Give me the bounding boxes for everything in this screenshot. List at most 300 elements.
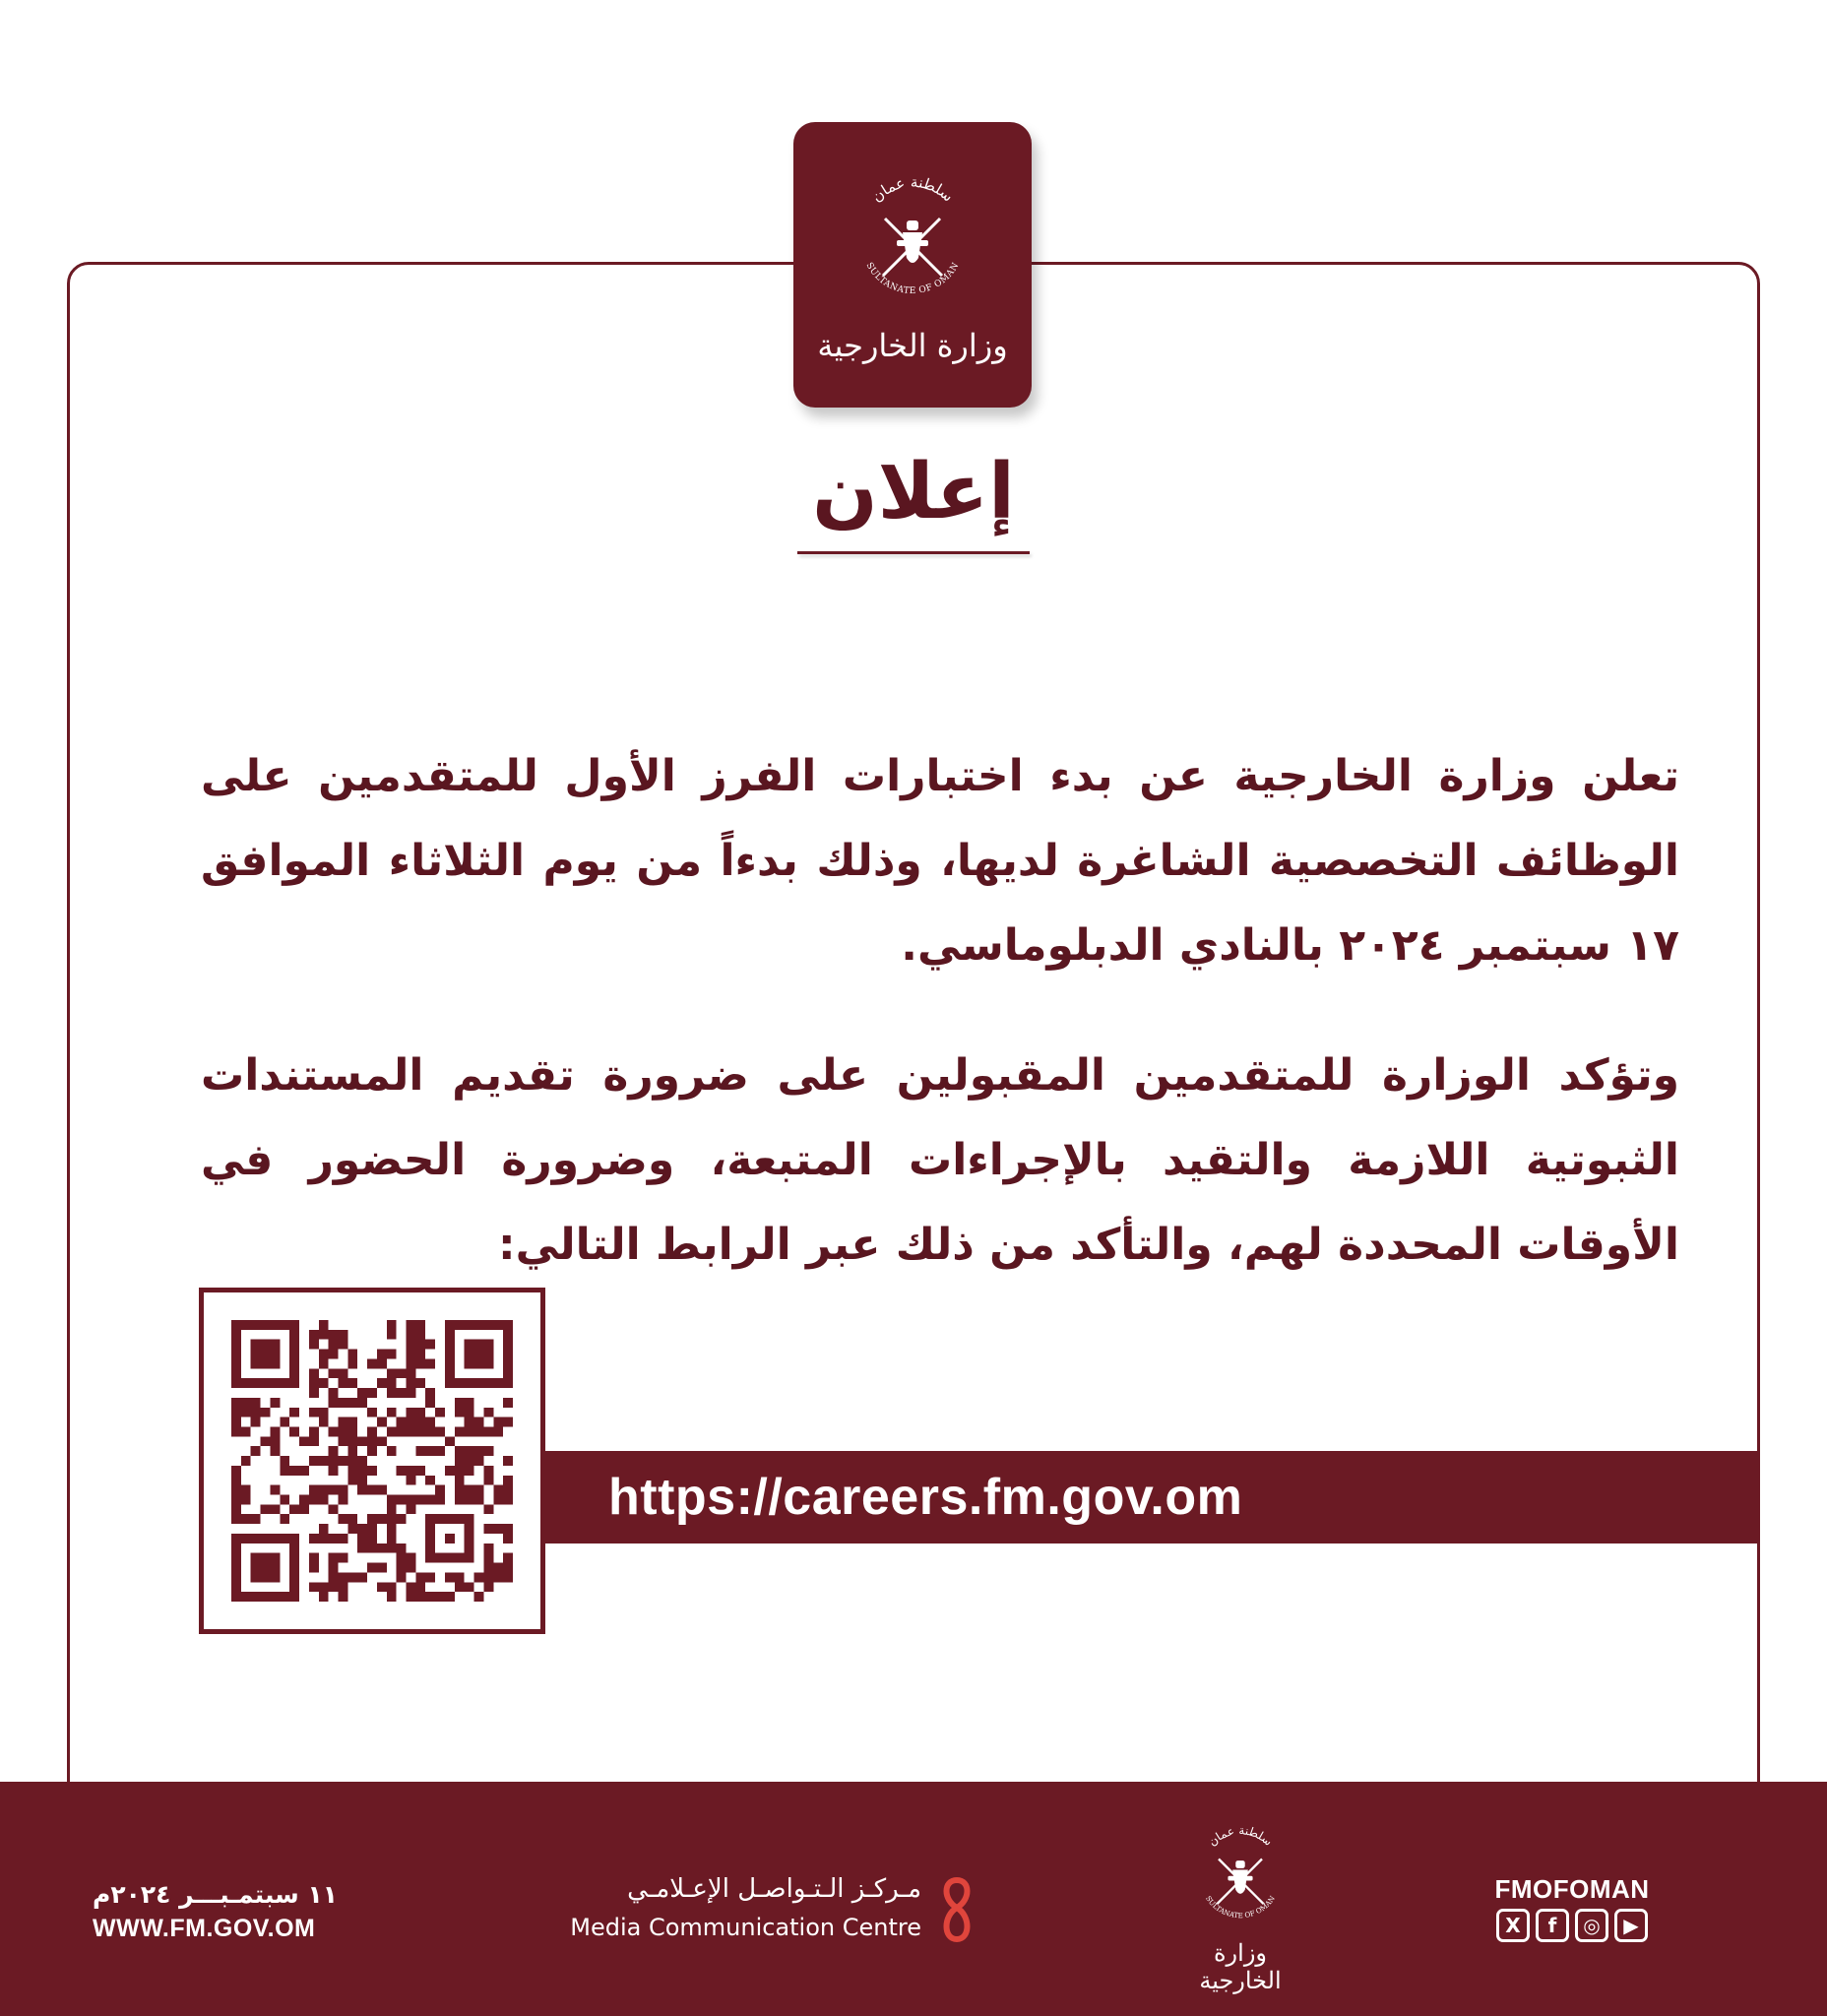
qr-module (465, 1582, 474, 1592)
qr-module (435, 1495, 445, 1505)
qr-module (329, 1485, 339, 1495)
x-icon[interactable]: X (1496, 1909, 1530, 1942)
qr-module (387, 1524, 397, 1534)
qr-module (503, 1563, 513, 1573)
qr-module (397, 1572, 407, 1582)
qr-module (251, 1418, 261, 1427)
qr-module (251, 1340, 281, 1369)
qr-module (231, 1592, 299, 1602)
qr-module (465, 1495, 474, 1505)
qr-module (347, 1350, 357, 1359)
qr-module (270, 1504, 280, 1514)
announcement-paragraph-2: وتؤكد الوزارة للمتقدمين المقبولين على ضرورة تقديم المستندات الثبوتية اللازمة والتقيد بالإجراءات المتبعة، وضرورة الحضور في الأوقات المحددة لهم، والتأكد من ذلك عبر الرابط التالي: (201, 1050, 1679, 1270)
qr-module (309, 1582, 319, 1592)
qr-module (425, 1592, 435, 1602)
qr-module (465, 1426, 474, 1436)
qr-module (415, 1350, 425, 1359)
qr-module (387, 1408, 397, 1418)
ministry-name: وزارة الخارجية (817, 327, 1008, 364)
qr-module (483, 1476, 493, 1485)
qr-module (329, 1350, 339, 1359)
qr-module (241, 1456, 251, 1466)
qr-module (338, 1378, 347, 1388)
emblem-top-text: سلطنة عمان (867, 172, 958, 206)
qr-module (425, 1418, 435, 1427)
qr-module (407, 1368, 416, 1378)
qr-module (435, 1592, 445, 1602)
qr-module (483, 1553, 493, 1563)
qr-module (289, 1466, 299, 1476)
svg-text:SULTANATE OF OMAN (863, 261, 961, 296)
qr-module (407, 1358, 416, 1368)
qr-module (503, 1476, 513, 1485)
qr-module (251, 1408, 261, 1418)
qr-module (347, 1476, 357, 1485)
qr-module (367, 1446, 377, 1456)
qr-module (338, 1456, 347, 1466)
qr-module (493, 1524, 503, 1534)
qr-module (387, 1426, 397, 1436)
youtube-icon[interactable]: ▶ (1614, 1909, 1648, 1942)
qr-module (435, 1485, 445, 1495)
qr-module (503, 1485, 513, 1495)
qr-module (329, 1446, 339, 1456)
careers-link-bar[interactable] (541, 1451, 1760, 1544)
qr-module (387, 1582, 397, 1592)
qr-module (387, 1504, 397, 1514)
qr-module (299, 1504, 309, 1514)
qr-module (474, 1446, 484, 1456)
qr-module (309, 1340, 319, 1350)
qr-module (309, 1330, 319, 1340)
publish-date: ١١ سبتمـبـــر ٢٠٢٤م (93, 1880, 339, 1909)
qr-module (445, 1466, 455, 1476)
qr-code[interactable] (199, 1288, 545, 1634)
qr-module (347, 1398, 357, 1408)
qr-module (270, 1485, 280, 1495)
qr-module (483, 1572, 493, 1582)
qr-module (251, 1514, 261, 1524)
qr-module (387, 1534, 397, 1544)
qr-module (397, 1368, 407, 1378)
qr-module (407, 1582, 416, 1592)
qr-module (407, 1504, 416, 1514)
qr-module (455, 1398, 465, 1408)
qr-module (503, 1418, 513, 1427)
qr-module (387, 1388, 397, 1398)
qr-module (231, 1534, 241, 1602)
qr-module (329, 1340, 339, 1350)
qr-module (407, 1320, 416, 1330)
qr-module (347, 1524, 357, 1534)
qr-module (425, 1398, 435, 1408)
qr-module (415, 1446, 425, 1456)
qr-module (415, 1426, 425, 1436)
qr-module (231, 1426, 241, 1436)
qr-module (231, 1418, 241, 1427)
qr-module (329, 1426, 339, 1436)
qr-module (415, 1582, 425, 1592)
qr-module (347, 1426, 357, 1436)
qr-module (483, 1466, 493, 1476)
qr-module (445, 1378, 513, 1388)
qr-module (357, 1534, 367, 1544)
qr-module (407, 1378, 416, 1388)
qr-module (445, 1572, 455, 1582)
qr-module (241, 1485, 251, 1495)
qr-module (299, 1466, 309, 1476)
facebook-icon[interactable]: f (1536, 1909, 1569, 1942)
oman-emblem-icon (1186, 1817, 1294, 1933)
qr-code-icon (231, 1320, 513, 1602)
qr-module (483, 1408, 493, 1418)
qr-module (347, 1446, 357, 1456)
qr-module (455, 1466, 465, 1476)
careers-link[interactable]: https://careers.fm.gov.om (608, 1469, 1243, 1526)
qr-module (425, 1426, 435, 1436)
qr-module (270, 1446, 280, 1456)
qr-module (309, 1368, 319, 1378)
qr-module (280, 1418, 289, 1427)
qr-module (357, 1524, 367, 1534)
qr-module (445, 1320, 455, 1388)
qr-module (425, 1476, 435, 1485)
qr-module (338, 1534, 347, 1544)
qr-module (338, 1495, 347, 1505)
qr-module (465, 1418, 474, 1427)
qr-module (319, 1350, 329, 1359)
qr-module (435, 1446, 445, 1456)
ministry-logo-badge (793, 122, 1032, 408)
svg-text:سلطنة عمان (868, 173, 957, 206)
qr-module (367, 1514, 377, 1524)
qr-module (407, 1418, 416, 1427)
qr-module (415, 1408, 425, 1418)
qr-module (299, 1495, 309, 1505)
qr-module (474, 1592, 484, 1602)
qr-module (415, 1495, 425, 1505)
qr-module (367, 1426, 377, 1436)
qr-module (407, 1350, 416, 1359)
qr-module (231, 1320, 299, 1330)
qr-module (367, 1524, 377, 1534)
qr-module (483, 1582, 493, 1592)
qr-module (503, 1495, 513, 1505)
qr-module (483, 1524, 493, 1534)
qr-module (493, 1426, 503, 1436)
qr-module (347, 1572, 357, 1582)
qr-module (329, 1388, 339, 1398)
qr-module (367, 1544, 377, 1553)
qr-module (367, 1563, 377, 1573)
qr-module (241, 1514, 251, 1524)
qr-module (377, 1378, 387, 1388)
qr-module (280, 1456, 289, 1466)
qr-module (357, 1398, 367, 1408)
qr-module (445, 1436, 455, 1446)
qr-module (367, 1358, 377, 1368)
qr-module (455, 1582, 465, 1592)
qr-module (407, 1466, 416, 1476)
qr-module (289, 1534, 299, 1602)
qr-module (415, 1418, 425, 1427)
qr-module (493, 1418, 503, 1427)
qr-module (347, 1466, 357, 1476)
qr-module (357, 1456, 367, 1466)
qr-module (377, 1350, 387, 1359)
qr-module (319, 1582, 329, 1592)
qr-module (329, 1582, 339, 1592)
qr-module (415, 1358, 425, 1368)
qr-module (465, 1485, 474, 1495)
qr-module (387, 1378, 397, 1388)
qr-module (319, 1495, 329, 1505)
qr-module (338, 1418, 347, 1427)
qr-module (397, 1553, 407, 1563)
qr-module (397, 1418, 407, 1427)
footer (0, 1782, 1827, 2016)
qr-module (397, 1563, 407, 1573)
qr-module (425, 1495, 435, 1505)
qr-module (407, 1553, 416, 1563)
qr-module (474, 1426, 484, 1436)
media-centre-name-en: Media Communication Centre (570, 1914, 921, 1941)
qr-module (483, 1563, 493, 1573)
qr-module (465, 1446, 474, 1456)
qr-module (377, 1544, 387, 1553)
qr-module (319, 1378, 329, 1388)
qr-module (455, 1408, 465, 1418)
qr-module (377, 1514, 387, 1524)
qr-module (329, 1330, 339, 1340)
qr-module (493, 1563, 503, 1573)
qr-module (357, 1388, 367, 1398)
qr-module (270, 1426, 280, 1436)
qr-module (319, 1408, 329, 1418)
qr-module (474, 1495, 484, 1505)
qr-module (309, 1426, 319, 1436)
qr-module (387, 1350, 397, 1359)
qr-module (483, 1426, 493, 1436)
qr-module (261, 1408, 271, 1418)
qr-module (251, 1398, 261, 1408)
qr-module (289, 1408, 299, 1418)
qr-module (309, 1408, 319, 1418)
qr-module (338, 1582, 347, 1592)
qr-module (329, 1504, 339, 1514)
qr-module (425, 1514, 435, 1562)
qr-module (407, 1388, 416, 1398)
qr-module (493, 1485, 503, 1495)
qr-module (415, 1466, 425, 1476)
qr-module (445, 1534, 455, 1544)
qr-module (503, 1524, 513, 1534)
qr-module (329, 1534, 339, 1544)
qr-module (338, 1426, 347, 1436)
qr-module (367, 1466, 377, 1476)
instagram-icon[interactable]: ◎ (1575, 1909, 1608, 1942)
qr-module (415, 1378, 425, 1388)
qr-module (309, 1388, 319, 1398)
qr-module (289, 1426, 299, 1436)
qr-module (415, 1330, 425, 1340)
qr-module (309, 1485, 319, 1495)
social-handle[interactable]: FMOFOMAN (1494, 1874, 1650, 1904)
qr-module (309, 1495, 319, 1505)
qr-module (347, 1514, 357, 1524)
qr-module (474, 1418, 484, 1427)
footer-emblem-top-text: سلطنة عمان (1205, 1823, 1276, 1849)
page-title: إعلان (812, 448, 1015, 536)
website-link[interactable]: WWW.FM.GOV.OM (93, 1915, 316, 1942)
qr-module (329, 1553, 339, 1563)
qr-module (338, 1340, 347, 1350)
qr-module (503, 1553, 513, 1563)
qr-module (367, 1388, 377, 1398)
qr-module (387, 1320, 397, 1330)
qr-module (465, 1466, 474, 1476)
qr-module (465, 1408, 474, 1418)
qr-module (319, 1320, 329, 1330)
qr-module (387, 1592, 397, 1602)
qr-module (338, 1592, 347, 1602)
qr-module (231, 1378, 299, 1388)
qr-module (387, 1544, 397, 1553)
qr-module (407, 1592, 416, 1602)
qr-module (425, 1340, 435, 1350)
qr-module (309, 1553, 319, 1563)
qr-module (425, 1572, 435, 1582)
qr-module (415, 1320, 425, 1330)
qr-module (347, 1456, 357, 1466)
qr-module (377, 1436, 387, 1446)
date-and-website (93, 1880, 348, 1943)
qr-module (357, 1572, 367, 1582)
qr-module (357, 1466, 367, 1476)
media-centre-name-ar: مـركـز الـتـواصـل الإعـلامـي (627, 1874, 921, 1904)
qr-module (397, 1466, 407, 1476)
qr-module (338, 1436, 347, 1446)
qr-module (425, 1446, 435, 1456)
qr-module (407, 1330, 416, 1340)
qr-module (435, 1426, 445, 1436)
qr-module (280, 1514, 289, 1524)
qr-module (261, 1504, 271, 1514)
svg-text:سلطنة عمان (1206, 1823, 1276, 1849)
qr-module (319, 1592, 329, 1602)
qr-module (270, 1398, 280, 1408)
qr-module (329, 1398, 339, 1408)
qr-module (415, 1340, 425, 1350)
qr-module (377, 1563, 387, 1573)
qr-module (319, 1485, 329, 1495)
qr-module (347, 1436, 357, 1446)
qr-module (309, 1534, 319, 1544)
qr-module (367, 1408, 377, 1418)
qr-module (407, 1563, 416, 1573)
qr-module (309, 1436, 319, 1446)
qr-module (231, 1495, 241, 1505)
qr-module (338, 1330, 347, 1340)
qr-module (367, 1534, 377, 1544)
qr-module (299, 1436, 309, 1446)
qr-module (309, 1378, 319, 1388)
qr-module (503, 1320, 513, 1388)
qr-module (347, 1378, 357, 1388)
qr-module (329, 1456, 339, 1466)
qr-module (407, 1408, 416, 1418)
qr-module (357, 1544, 367, 1553)
qr-module (241, 1408, 251, 1418)
qr-module (387, 1514, 397, 1524)
qr-module (397, 1495, 407, 1505)
qr-module (338, 1514, 347, 1524)
qr-module (465, 1398, 474, 1408)
qr-module (415, 1592, 425, 1602)
oman-emblem-icon (844, 165, 981, 313)
qr-module (397, 1514, 407, 1524)
qr-module (261, 1436, 271, 1446)
qr-module (319, 1534, 329, 1544)
qr-module (455, 1476, 465, 1485)
footer-emblem-ring-text: SULTANATE OF OMAN (1204, 1894, 1277, 1921)
qr-module (377, 1485, 387, 1495)
qr-module (465, 1456, 474, 1466)
qr-module (474, 1572, 484, 1582)
qr-module (397, 1426, 407, 1436)
qr-module (455, 1495, 465, 1505)
qr-module (377, 1358, 387, 1368)
qr-module (231, 1320, 241, 1388)
qr-module (455, 1446, 465, 1456)
qr-module (397, 1544, 407, 1553)
qr-module (338, 1572, 347, 1582)
qr-module (357, 1476, 367, 1485)
qr-module (483, 1544, 493, 1553)
qr-module (241, 1495, 251, 1505)
qr-module (407, 1495, 416, 1505)
qr-module (319, 1456, 329, 1466)
social-links (1488, 1874, 1656, 1942)
qr-module (338, 1368, 347, 1378)
qr-module (465, 1514, 474, 1562)
qr-module (425, 1388, 435, 1398)
qr-module (455, 1485, 465, 1495)
qr-module (387, 1330, 397, 1340)
qr-module (503, 1398, 513, 1408)
qr-module (251, 1553, 281, 1583)
qr-module (474, 1456, 484, 1466)
qr-module (397, 1388, 407, 1398)
qr-module (231, 1476, 241, 1485)
qr-module (231, 1504, 241, 1514)
qr-module (483, 1446, 493, 1456)
qr-module (387, 1495, 397, 1505)
qr-module (425, 1358, 435, 1368)
qr-module (270, 1436, 280, 1446)
qr-module (280, 1466, 289, 1476)
qr-module (474, 1485, 484, 1495)
qr-module (503, 1534, 513, 1544)
qr-module (309, 1456, 319, 1466)
qr-module (483, 1504, 493, 1514)
qr-module (435, 1408, 445, 1418)
media-centre-logo-icon (939, 1876, 975, 1943)
qr-module (280, 1495, 289, 1505)
footer-ministry-logo (1181, 1817, 1299, 1994)
footer-ministry-name: وزارة الخارجية (1199, 1939, 1282, 1994)
qr-module (338, 1398, 347, 1408)
